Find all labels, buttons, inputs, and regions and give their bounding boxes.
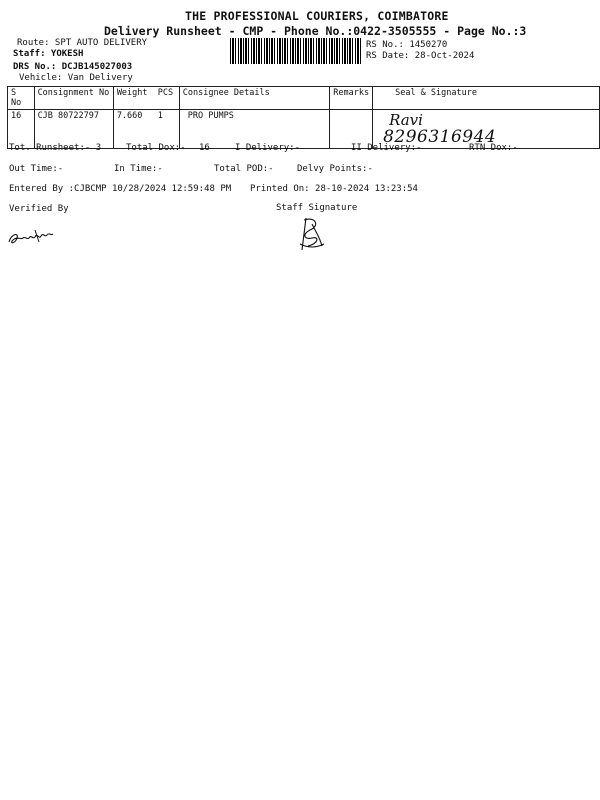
- cell-consignee: PRO PUMPS: [179, 110, 330, 149]
- entered-by: Entered By :CJBCMP 10/28/2024 12:59:48 PM: [9, 184, 232, 194]
- runsheet-table: [7, 86, 600, 149]
- i-delivery: I Delivery:-: [235, 143, 301, 153]
- out-time: Out Time:-: [9, 164, 64, 174]
- header-pcs: PCS: [157, 88, 174, 98]
- verified-signature: [5, 220, 61, 250]
- cell-pcs: 1: [157, 111, 163, 121]
- rs-date: RS Date: 28-Oct-2024: [366, 51, 475, 61]
- tot-runsheet: Tot. Runsheet:- 3: [9, 143, 102, 153]
- company-title: THE PROFESSIONAL COURIERS, COIMBATORE: [185, 9, 449, 23]
- header-consignee: Consignee Details: [179, 87, 330, 110]
- vehicle-text: Vehicle: Van Delivery: [19, 73, 133, 83]
- cell-weight: 7.660: [116, 111, 143, 121]
- header-weight-pcs: [113, 87, 179, 110]
- printed-on: Printed On: 28-10-2024 13:23:54: [250, 184, 418, 194]
- staff-text: Staff: YOKESH: [13, 49, 84, 59]
- total-dox-label: Total Dox:-: [126, 143, 186, 153]
- staff-signature-label: Staff Signature: [276, 203, 358, 213]
- total-pod: Total POD:-: [214, 164, 274, 174]
- drs-number: DRS No.: DCJB145027003: [13, 62, 133, 72]
- header-seal: Seal & Signature: [373, 87, 600, 110]
- header-weight: Weight: [116, 88, 148, 98]
- rtn-dox: RTN Dox:-: [469, 143, 518, 153]
- staff-signature: [294, 214, 328, 254]
- header-remarks: Remarks: [330, 87, 373, 110]
- in-time: In Time:-: [114, 164, 163, 174]
- total-dox-value: 16: [199, 143, 210, 153]
- header-sno: S No: [8, 87, 35, 110]
- cell-sno: 16: [8, 110, 35, 149]
- handwritten-name: Ravi: [389, 111, 423, 129]
- runsheet-title: Delivery Runsheet - CMP - Phone No.:0422-3505555 - Page No.:3: [104, 24, 527, 38]
- verified-by: Verified By: [9, 204, 69, 214]
- cell-consignment: CJB 80722797: [34, 110, 113, 149]
- handwritten-phone: 8296316944: [383, 127, 497, 147]
- delvy-points: Delvy Points:-: [297, 164, 373, 174]
- route-text: Route: SPT AUTO DELIVERY: [17, 38, 148, 48]
- ii-delivery: II Delivery:-: [351, 143, 422, 153]
- header-consignment: Consignment No: [34, 87, 113, 110]
- barcode-image: [230, 38, 362, 64]
- table-header-row: [8, 87, 600, 110]
- rs-number: RS No.: 1450270: [366, 40, 448, 50]
